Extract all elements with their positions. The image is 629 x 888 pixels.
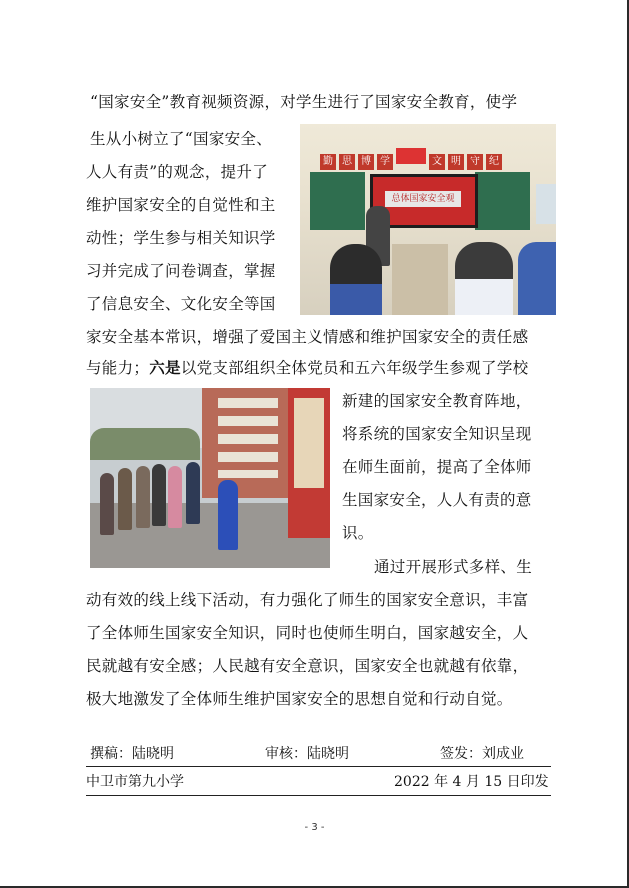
blackboard-right bbox=[475, 172, 530, 230]
body-line-18: 民就越有安全感；人民越有安全意识，国家安全也就越有依靠， bbox=[86, 657, 529, 675]
visitor-figure bbox=[186, 462, 200, 524]
body-line-15: 通过开展形式多样、生 bbox=[374, 558, 533, 576]
student-uniform-1 bbox=[330, 284, 382, 315]
review-label: 审核：陆晓明 bbox=[265, 746, 349, 762]
body-line-4: 维护国家安全的自觉性和主 bbox=[86, 196, 276, 214]
student-uniform-2 bbox=[455, 279, 513, 315]
body-line-9-start: 与能力； bbox=[86, 359, 150, 377]
window bbox=[536, 184, 556, 224]
visitor-figure bbox=[100, 473, 114, 535]
footer-rule-bottom bbox=[86, 795, 551, 796]
body-line-17: 了全体师生国家安全知识，同时也使师生明白，国家越安全，人 bbox=[86, 624, 529, 642]
podium bbox=[392, 244, 448, 315]
trees bbox=[90, 428, 200, 460]
visitor-figure bbox=[152, 464, 166, 526]
page-number: - 3 - bbox=[304, 822, 325, 833]
body-line-9-end: 以党支部组织全体党员和五六年级学生参观了学校 bbox=[180, 359, 529, 377]
draft-label: 撰稿：陆晓明 bbox=[90, 746, 174, 762]
body-line-5: 动性；学生参与相关知识学 bbox=[86, 229, 276, 247]
body-line-19: 极大地激发了全体师生维护国家安全的思想自觉和行动自觉。 bbox=[86, 690, 513, 708]
slogan-banner: 勤 思 博 学 文 明 守 纪 bbox=[320, 148, 530, 166]
body-line-16: 动有效的线上线下活动，有力强化了师生的国家安全意识，丰富 bbox=[86, 591, 529, 609]
body-line-8: 家安全基本常识，增强了爱国主义情感和维护国家安全的责任感 bbox=[86, 328, 529, 346]
body-line-10: 新建的国家安全教育阵地， bbox=[342, 392, 532, 410]
blackboard-left bbox=[310, 172, 365, 230]
body-line-7: 了信息安全、文化安全等国 bbox=[86, 295, 276, 313]
issue-date: 2022 年 4 月 15 日印发 bbox=[394, 774, 549, 790]
visitor-figure bbox=[168, 466, 182, 528]
body-line-9 bbox=[86, 358, 528, 378]
bold-marker: 六是 bbox=[149, 358, 181, 377]
building-windows bbox=[218, 398, 278, 478]
body-line-6: 习并完成了问卷调查，掌握 bbox=[86, 262, 276, 280]
outdoor-visit-photo bbox=[90, 388, 330, 568]
body-line-1: “国家安全”教育视频资源，对学生进行了国家安全教育，使学 bbox=[90, 93, 518, 111]
body-line-13: 生国家安全，人人有责的意 bbox=[342, 491, 532, 509]
org-name: 中卫市第九小学 bbox=[86, 774, 184, 790]
issue-label: 签发：刘成业 bbox=[440, 746, 524, 762]
body-line-12: 在师生面前，提高了全体师 bbox=[342, 458, 532, 476]
body-line-2: 生从小树立了“国家安全、 bbox=[90, 130, 273, 148]
body-line-11: 将系统的国家安全知识呈现 bbox=[342, 425, 532, 443]
body-line-14: 识。 bbox=[342, 524, 374, 542]
exhibition-board bbox=[294, 398, 324, 488]
body-line-3: 人人有责”的观念，提升了 bbox=[86, 163, 269, 181]
screen-title: 总体国家安全观 bbox=[385, 191, 461, 207]
visitor-figure bbox=[136, 466, 150, 528]
student-figure bbox=[218, 480, 238, 550]
visitor-figure bbox=[118, 468, 132, 530]
classroom-photo bbox=[300, 124, 556, 315]
student-figure-3 bbox=[518, 242, 556, 315]
footer-rule-top bbox=[86, 766, 551, 767]
